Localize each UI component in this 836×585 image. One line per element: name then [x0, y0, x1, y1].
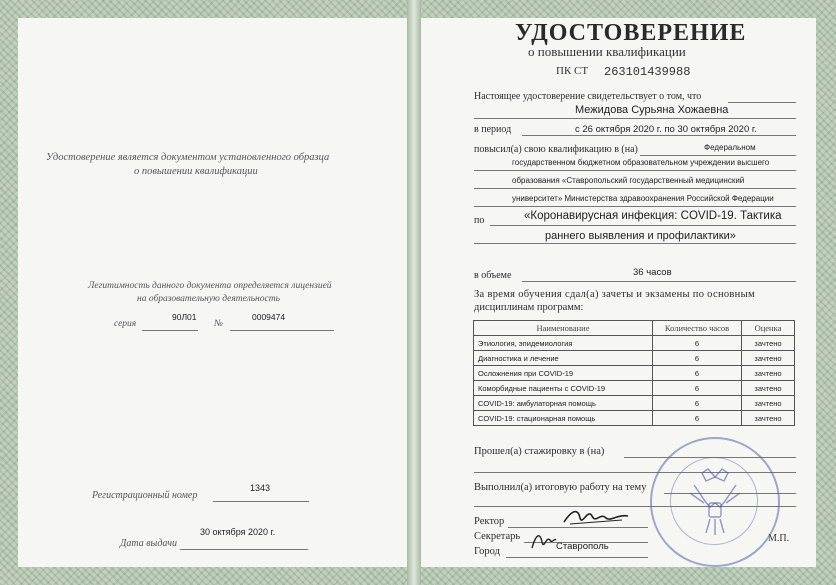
series-value: 90Л01 — [172, 312, 197, 322]
left-page — [18, 18, 407, 567]
row-grade: зачтено — [742, 351, 795, 366]
table-row — [474, 396, 795, 411]
period-underline — [522, 135, 796, 136]
period-value: с 26 октября 2020 г. по 30 октября 2020 г. — [575, 124, 757, 135]
grades-table — [473, 320, 795, 426]
mp-label: М.П. — [768, 533, 790, 544]
table-row — [474, 411, 795, 426]
org-line2: государственном бюджетном образовательном учреждении высшего — [512, 158, 770, 167]
program-line1: «Коронавирусная инфекция: COVID-19. Тактика — [524, 210, 782, 222]
table-row — [474, 381, 795, 396]
header-name: Наименование — [474, 321, 653, 336]
raised-underline — [640, 155, 796, 156]
program-underline1 — [490, 225, 796, 226]
number-label: № — [214, 319, 223, 329]
org-underline3 — [474, 206, 796, 207]
volume-label: в объеме — [474, 270, 512, 281]
secretary-signature — [528, 528, 558, 552]
rector-signature — [562, 504, 632, 528]
issue-label: Дата выдачи — [120, 538, 178, 549]
official-seal — [650, 437, 780, 567]
full-name: Межидова Сурьяна Хожаевна — [575, 104, 729, 116]
table-row — [474, 366, 795, 381]
exams-line2: дисциплинам программ: — [474, 302, 584, 313]
license-line2: на образовательную деятельность — [137, 294, 280, 304]
program-label: по — [474, 215, 485, 226]
pk-label: ПК СТ — [556, 65, 589, 77]
raised-label: повысил(а) свою квалификацию в (на) — [474, 144, 638, 155]
row-grade: зачтено — [742, 396, 795, 411]
validity-note-line1: Удостоверение является документом установленного образца — [46, 152, 330, 163]
org-line1: Федеральном — [704, 143, 756, 152]
header-hours: Количество часов — [653, 321, 742, 336]
number-underline — [230, 330, 334, 331]
series-underline — [142, 330, 198, 331]
row-hours: 6 — [653, 411, 742, 426]
series-label: серия — [114, 319, 137, 329]
program-line2: раннего выявления и профилактики» — [545, 230, 736, 242]
row-subject: COVID-19: амбулаторная помощь — [474, 396, 653, 411]
row-grade: зачтено — [742, 366, 795, 381]
internship-label: Прошел(а) стажировку в (на) — [474, 446, 605, 457]
city-underline — [506, 557, 648, 558]
reg-label: Регистрационный номер — [92, 490, 198, 501]
license-line1: Легитимность данного документа определяется лицензией — [88, 281, 332, 291]
reg-underline — [213, 501, 309, 502]
table-row — [474, 336, 795, 351]
header-grade: Оценка — [742, 321, 795, 336]
row-hours: 6 — [653, 381, 742, 396]
exams-line1: За время обучения сдал(а) зачеты и экзамены по основным — [474, 289, 755, 300]
number-value: 0009474 — [252, 312, 286, 322]
rector-label: Ректор — [474, 516, 505, 527]
row-subject: Диагностика и лечение — [474, 351, 653, 366]
final-work-label: Выполнил(а) итоговую работу на тему — [474, 482, 647, 493]
grades-header-row — [474, 321, 795, 336]
org-underline1 — [474, 170, 796, 171]
row-subject: COVID-19: стационарная помощь — [474, 411, 653, 426]
row-hours: 6 — [653, 336, 742, 351]
row-grade: зачтено — [742, 381, 795, 396]
volume-value: 36 часов — [633, 267, 672, 278]
certificate-title: УДОСТОВЕРЕНИЕ — [515, 20, 747, 46]
issue-underline — [180, 549, 308, 550]
row-subject: Коморбидные пациенты с COVID-19 — [474, 381, 653, 396]
row-subject: Этиология, эпидемиология — [474, 336, 653, 351]
period-label: в период — [474, 124, 512, 135]
page-fold — [407, 0, 421, 585]
name-underline — [474, 118, 796, 119]
table-row — [474, 351, 795, 366]
secretary-label: Секретарь — [474, 531, 521, 542]
org-underline2 — [474, 188, 796, 189]
city-label: Город — [474, 546, 500, 557]
double-headed-eagle-icon — [680, 463, 750, 541]
validity-note-line2: о повышении квалификации — [134, 166, 258, 177]
intro-underline — [728, 102, 796, 103]
row-hours: 6 — [653, 396, 742, 411]
issue-value: 30 октября 2020 г. — [200, 527, 276, 537]
volume-underline — [522, 281, 796, 282]
org-line3: образования «Ставропольский государственный медицинский — [512, 176, 745, 185]
intro-text: Настоящее удостоверение свидетельствует о том, что — [474, 91, 702, 102]
row-hours: 6 — [653, 366, 742, 381]
row-grade: зачтено — [742, 411, 795, 426]
org-line4: университет» Министерства здравоохранения Российской Федерации — [512, 194, 774, 203]
row-hours: 6 — [653, 351, 742, 366]
row-subject: Осложнения при COVID-19 — [474, 366, 653, 381]
pk-number: 263101439988 — [604, 65, 691, 79]
program-underline2 — [474, 243, 796, 244]
row-grade: зачтено — [742, 336, 795, 351]
reg-value: 1343 — [250, 483, 271, 493]
city-value: Ставрополь — [556, 541, 609, 552]
certificate-subtitle: о повышении квалификации — [528, 44, 686, 59]
